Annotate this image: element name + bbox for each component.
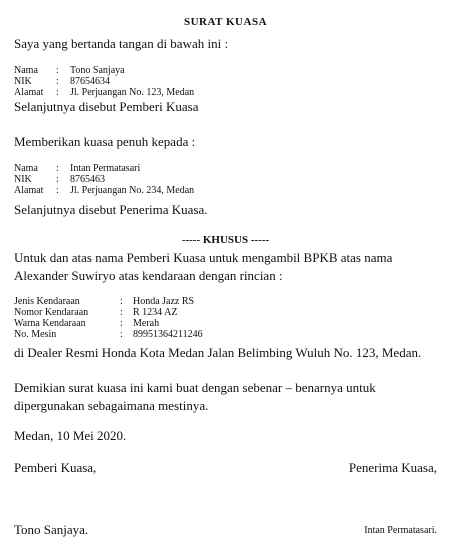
pemberi-sep-alamat: : [56,87,59,98]
pemberi-label-nik: NIK [14,76,32,87]
vehicle-value-mesin: 89951364211246 [133,329,203,340]
penerima-value-nik: 8765463 [70,174,105,185]
sign-right-role: Penerima Kuasa, [348,460,437,475]
pemberi-value-alamat: Jl. Perjuangan No. 123, Medan [70,87,195,98]
penerima-closing: Selanjutnya disebut Penerima Kuasa. [14,202,208,217]
vehicle-sep-mesin: : [120,329,123,340]
pemberi-value-nik: 87654634 [70,76,110,87]
pemberi-label-alamat: Alamat [14,87,44,98]
sign-left-name: Tono Sanjaya. [14,522,89,537]
penerima-value-nama: Intan Permatasari [70,163,141,174]
penerima-label-nama: Nama [14,163,38,174]
purpose-line-1: Untuk dan atas nama Pemberi Kuasa untuk mengambil BPKB atas nama [14,250,393,265]
vehicle-label-jenis: Jenis Kendaraan [14,296,80,307]
penerima-sep-nama: : [56,163,59,174]
pemberi-value-nama: Tono Sanjaya [70,65,125,76]
pemberi-sep-nama: : [56,65,59,76]
memberikan-text: Memberikan kuasa penuh kepada : [14,134,196,149]
sign-left-role: Pemberi Kuasa, [14,460,97,475]
document-title: SURAT KUASA [183,16,268,28]
intro-text: Saya yang bertanda tangan di bawah ini : [14,36,229,51]
penerima-value-alamat: Jl. Perjuangan No. 234, Medan [70,185,195,196]
purpose-line-2: Alexander Suwiryo atas kendaraan dengan rincian : [14,268,283,283]
vehicle-label-mesin: No. Mesin [14,329,57,340]
vehicle-value-warna: Merah [133,318,160,329]
penerima-label-nik: NIK [14,174,32,185]
vehicle-label-warna: Warna Kendaraan [14,318,86,329]
vehicle-value-jenis: Honda Jazz RS [133,296,195,307]
dealer-text: di Dealer Resmi Honda Kota Medan Jalan Belimbing Wuluh No. 123, Medan. [14,345,422,360]
khusus-heading: ----- KHUSUS ----- [181,234,270,246]
vehicle-sep-jenis: : [120,296,123,307]
penerima-label-alamat: Alamat [14,185,44,196]
sign-right-name: Intan Permatasari. [364,525,437,536]
vehicle-label-nomor: Nomor Kendaraan [14,307,89,318]
pemberi-sep-nik: : [56,76,59,87]
penerima-sep-alamat: : [56,185,59,196]
pemberi-label-nama: Nama [14,65,38,76]
pemberi-closing: Selanjutnya disebut Pemberi Kuasa [14,99,199,114]
place-date: Medan, 10 Mei 2020. [14,428,127,443]
vehicle-sep-warna: : [120,318,123,329]
closing-line-1: Demikian surat kuasa ini kami buat dengan sebenar – benarnya untuk [14,380,376,395]
vehicle-sep-nomor: : [120,307,123,318]
penerima-sep-nik: : [56,174,59,185]
vehicle-value-nomor: R 1234 AZ [133,307,178,318]
closing-line-2: dipergunakan sebagaimana mestinya. [14,398,209,413]
